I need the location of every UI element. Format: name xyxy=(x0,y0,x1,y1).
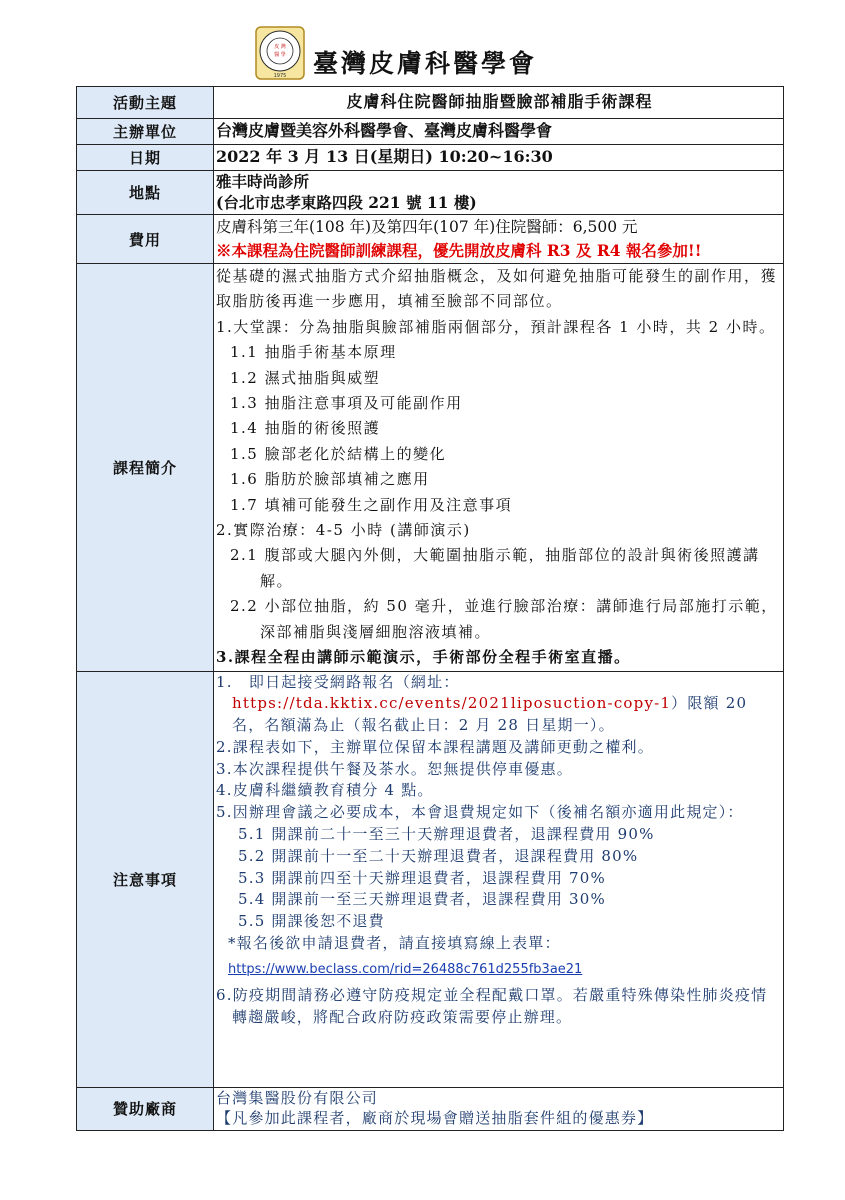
organizer-value: 台灣皮膚暨美容外科醫學會、臺灣皮膚科醫學會 xyxy=(216,121,553,140)
registration-link[interactable]: https://tda.kktix.cc/events/2021liposuction-copy-1 xyxy=(232,694,672,713)
course-part1: 1.大堂課：分為抽脂與臉部補脂兩個部分，預計課程各 1 小時，共 2 小時。 xyxy=(216,317,776,336)
course-item: 1.1 抽脂手術基本原理 xyxy=(230,343,397,362)
notes-item-6: 6.防疫期間請務必遵守防疫規定並全程配戴口罩。若嚴重特殊傳染性肺炎疫情轉趨嚴峻，將配合政府防疫政策需要停止辦理。 xyxy=(216,985,768,1026)
notes-item-2: 2.課程表如下，主辦單位保留本課程講題及講師更動之權利。 xyxy=(216,737,654,756)
course-item: 1.7 填補可能發生之副作用及注意事項 xyxy=(230,495,513,514)
notes-item-3: 3.本次課程提供午餐及茶水。恕無提供停車優惠。 xyxy=(216,759,573,778)
sponsor-name: 台灣集醫股份有限公司 xyxy=(216,1088,379,1107)
fee-label: 費用 xyxy=(77,215,214,264)
fee-amount: 皮膚科第三年(108 年)及第四年(107 年)住院醫師：6,500 元 xyxy=(216,218,638,236)
organizer-label: 主辦單位 xyxy=(77,119,214,145)
row-fee xyxy=(77,215,784,264)
refund-form-link[interactable]: https://www.beclass.com/rid=26488c761d255fb3ae21 xyxy=(228,961,583,977)
svg-text:醫 學: 醫 學 xyxy=(274,52,286,58)
page-header xyxy=(0,16,845,79)
refund-note: *報名後欲申請退費者，請直接填寫線上表單： xyxy=(228,934,561,953)
svg-text:1975: 1975 xyxy=(273,73,287,79)
event-info-table xyxy=(76,86,784,1131)
org-title: 臺灣皮膚科醫學會 xyxy=(313,49,538,78)
refund-rule: 5.2 開課前十一至二十天辦理退費者，退課程費用 80% xyxy=(238,846,639,865)
refund-rule: 5.3 開課前四至十天辦理退費者，退課程費用 70% xyxy=(238,868,606,887)
refund-rule: 5.4 開課前一至三天辦理退費者，退課程費用 30% xyxy=(238,890,606,909)
sponsor-offer: 【凡參加此課程者，廠商於現場會贈送抽脂套件組的優惠券】 xyxy=(216,1108,654,1127)
association-logo xyxy=(255,26,305,80)
notes-item-1: 1. 即日起接受網路報名（網址： xyxy=(216,672,460,691)
course-item: 2.2 小部位抽脂，約 50 毫升，並進行臉部治療：講師進行局部施打示範，深部補脂與淺層細胞溶液填補。 xyxy=(230,597,778,641)
location-address: (台北市忠孝東路四段 221 號 11 樓) xyxy=(216,193,477,212)
date-value: 2022 年 3 月 13 日(星期日) 10:20~16:30 xyxy=(216,147,553,166)
course-part2: 2.實際治療：4-5 小時 (講師演示) xyxy=(216,521,471,540)
course-intro: 從基礎的濕式抽脂方式介紹抽脂概念，及如何避免抽脂可能發生的副作用，獲取脂肪後再進一步應用，填補至臉部不同部位。 xyxy=(216,267,778,311)
location-venue: 雅丰時尚診所 xyxy=(216,172,310,191)
row-location xyxy=(77,171,784,215)
row-organizer xyxy=(77,119,784,145)
notes-label: 注意事項 xyxy=(77,671,214,1087)
row-course xyxy=(77,264,784,672)
location-label: 地點 xyxy=(77,171,214,215)
row-date xyxy=(77,145,784,171)
fee-warning: ※本課程為住院醫師訓練課程，優先開放皮膚科 R3 及 R4 報名參加!! xyxy=(216,241,702,260)
row-notes xyxy=(77,671,784,1087)
course-item: 1.4 抽脂的術後照護 xyxy=(230,419,381,438)
topic-label: 活動主題 xyxy=(77,87,214,119)
sponsor-label: 贊助廠商 xyxy=(77,1087,214,1130)
refund-rule: 5.1 開課前二十一至三十天辦理退費者，退課程費用 90% xyxy=(238,825,655,844)
course-item: 1.2 濕式抽脂與威塑 xyxy=(230,368,381,387)
course-item: 1.3 抽脂注意事項及可能副作用 xyxy=(230,394,463,413)
notes-item-4: 4.皮膚科繼續教育積分 4 點。 xyxy=(216,781,434,800)
course-label: 課程簡介 xyxy=(77,264,214,672)
topic-value: 皮膚科住院醫師抽脂暨臉部補脂手術課程 xyxy=(346,92,653,111)
svg-text:皮 灣: 皮 灣 xyxy=(274,44,286,50)
course-item: 1.6 脂肪於臉部填補之應用 xyxy=(230,470,430,489)
course-item: 2.1 腹部或大腿內外側，大範圍抽脂示範，抽脂部位的設計與術後照護講解。 xyxy=(230,546,760,590)
row-topic xyxy=(77,87,784,119)
notes-item-5: 5.因辦理會議之必要成本，本會退費規定如下（後補名額亦適用此規定）： xyxy=(216,803,744,822)
refund-rule: 5.5 開課後恕不退費 xyxy=(238,912,385,931)
registration-url: https://tda.kktix.cc/events/2021liposuction-copy-1）限額 20 名，名額滿為止（報名截止日：2 月 28 日星期一）。 xyxy=(232,694,748,735)
date-label: 日期 xyxy=(77,145,214,171)
row-sponsor xyxy=(77,1087,784,1130)
course-item: 1.5 臉部老化於結構上的變化 xyxy=(230,444,447,463)
course-part3: 3.課程全程由講師示範演示，手術部份全程手術室直播。 xyxy=(216,648,631,667)
